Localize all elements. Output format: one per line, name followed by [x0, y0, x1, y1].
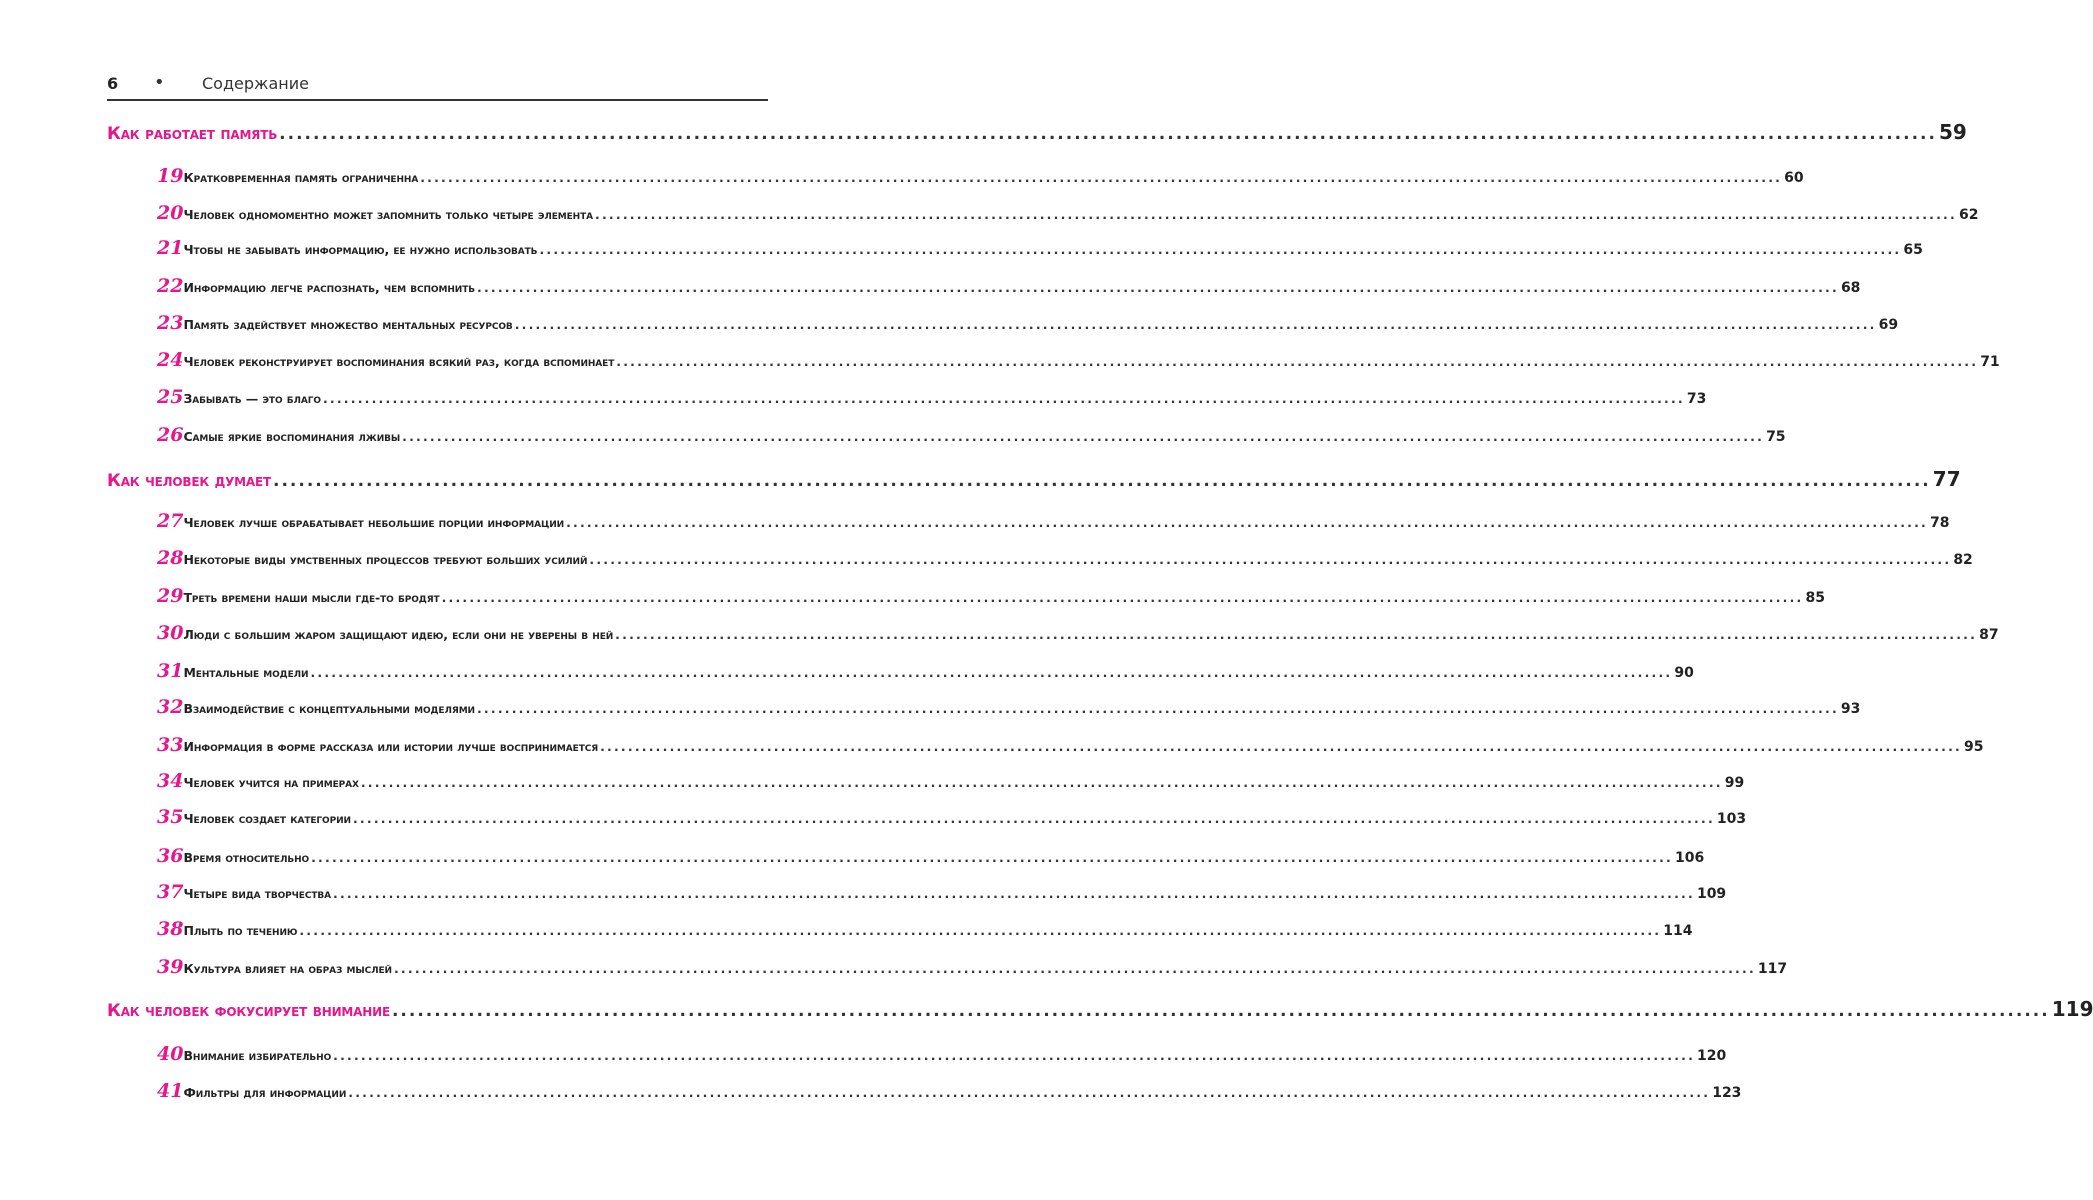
toc-entry-row — [157, 770, 1745, 794]
chapter-page-number: 71 — [1980, 354, 2000, 370]
toc-entry-row — [157, 585, 1825, 609]
dot-leader: .................................................................................................................................................................................................... — [514, 317, 1877, 332]
running-header — [107, 72, 767, 98]
chapter-title: Человек учится на примерах — [183, 775, 359, 790]
toc-entry-row — [157, 386, 1707, 410]
toc-entry-row — [157, 622, 1999, 646]
chapter-title: Люди с большим жаром защищают идею, если они не уверены в ней — [183, 627, 614, 642]
toc-entry-row — [157, 1080, 1742, 1104]
chapter-title: Внимание избирательно — [183, 1048, 332, 1063]
chapter-title: Чтобы не забывать информацию, ее нужно использовать — [183, 242, 538, 257]
toc-entry-row — [157, 349, 2000, 373]
toc-entry-row — [157, 312, 1899, 336]
chapter-page-number: 114 — [1663, 923, 1693, 939]
chapter-page-number: 69 — [1878, 317, 1899, 333]
dot-leader: .................................................................................................................................................................................................... — [322, 391, 1685, 406]
dot-leader: .................................................................................................................................................................................................... — [311, 850, 1674, 865]
chapter-page-number: 65 — [1903, 242, 1923, 258]
toc-entry-row — [157, 202, 1979, 226]
dot-leader: .................................................................................................................................................................................................... — [273, 471, 1931, 491]
dot-leader: .................................................................................................................................................................................................... — [477, 280, 1839, 295]
dot-leader: .................................................................................................................................................................................................... — [402, 429, 1765, 444]
chapter-number: 26 — [157, 424, 184, 446]
chapter-number: 31 — [157, 660, 184, 682]
toc-entry-row — [157, 845, 1705, 869]
chapter-number: 33 — [157, 734, 184, 756]
toc-entry-row — [157, 424, 1786, 448]
chapter-title: Треть времени наши мысли где-то бродят — [183, 590, 440, 605]
chapter-number: 20 — [157, 202, 184, 224]
page-number: 6 — [107, 74, 119, 93]
chapter-page-number: 109 — [1696, 886, 1727, 902]
chapter-number: 40 — [157, 1043, 184, 1065]
toc-entry-row — [157, 1043, 1727, 1067]
chapter-number: 32 — [157, 696, 184, 718]
chapter-number: 39 — [157, 956, 184, 978]
chapter-number: 22 — [157, 275, 184, 297]
toc-entry-row — [157, 956, 1788, 980]
chapter-title: Человек создает категории — [183, 811, 351, 826]
chapter-title: Некоторые виды умственных процессов требуют больших усилий — [183, 552, 588, 567]
chapter-page-number: 95 — [1964, 739, 1984, 755]
chapter-title: Человек лучше обрабатывает небольшие порции информации — [183, 515, 565, 530]
section-page-number: 119 — [2051, 997, 2093, 1021]
chapter-title: Самые яркие воспоминания лживы — [183, 429, 401, 444]
toc-entry-row — [157, 806, 1747, 830]
chapter-number: 30 — [157, 622, 184, 644]
chapter-page-number: 99 — [1724, 775, 1745, 791]
chapter-title: Кратковременная память ограниченна — [183, 170, 419, 185]
chapter-number: 27 — [157, 510, 184, 532]
chapter-number: 25 — [157, 386, 184, 408]
chapter-number: 37 — [157, 881, 184, 903]
chapter-title: Забывать — это благо — [183, 391, 321, 406]
chapter-number: 41 — [157, 1080, 184, 1102]
toc-entry-row — [157, 881, 1727, 905]
section-title: Как человек фокусирует внимание — [107, 1001, 390, 1021]
chapter-page-number: 93 — [1840, 701, 1861, 717]
header-rule — [107, 99, 768, 101]
chapter-page-number: 106 — [1675, 850, 1705, 866]
chapter-page-number: 87 — [1979, 627, 1999, 643]
toc-entry-row — [157, 237, 1923, 261]
header-title: Содержание — [202, 74, 309, 93]
chapter-title: Информацию легче распознать, чем вспомнить — [183, 280, 476, 295]
chapter-title: Фильтры для информации — [183, 1085, 347, 1100]
dot-leader: .................................................................................................................................................................................................... — [441, 590, 1804, 605]
dot-leader: .................................................................................................................................................................................................... — [595, 207, 1957, 222]
chapter-title: Плыть по течению — [183, 923, 298, 938]
header-bullet: • — [154, 72, 165, 93]
chapter-title: Взаимодействие с концептуальными моделями — [183, 701, 475, 716]
dot-leader: .................................................................................................................................................................................................... — [600, 739, 1962, 754]
dot-leader: .................................................................................................................................................................................................... — [589, 552, 1952, 567]
dot-leader: .................................................................................................................................................................................................... — [615, 627, 1978, 642]
toc-entry-row — [157, 660, 1694, 684]
chapter-page-number: 90 — [1674, 665, 1694, 681]
chapter-page-number: 78 — [1930, 515, 1950, 531]
toc-entry-row — [157, 510, 1950, 534]
toc-entry-row — [157, 734, 1984, 758]
section-page-number: 59 — [1938, 120, 1967, 144]
dot-leader: .................................................................................................................................................................................................... — [279, 124, 1937, 144]
toc-section-row — [107, 997, 2093, 1027]
section-title: Как человек думает — [107, 471, 271, 491]
dot-leader: .................................................................................................................................................................................................... — [566, 515, 1928, 530]
chapter-number: 28 — [157, 547, 184, 569]
toc-section-row — [107, 467, 1961, 497]
chapter-number: 38 — [157, 918, 184, 940]
toc-entry-row — [157, 547, 1973, 571]
chapter-number: 19 — [157, 165, 184, 187]
dot-leader: .................................................................................................................................................................................................... — [310, 665, 1673, 680]
chapter-number: 21 — [157, 237, 184, 259]
dot-leader: .................................................................................................................................................................................................... — [393, 961, 1756, 976]
chapter-title: Время относительно — [183, 850, 310, 865]
section-page-number: 77 — [1932, 467, 1961, 491]
chapter-page-number: 117 — [1757, 961, 1788, 977]
chapter-title: Ментальные модели — [183, 665, 309, 680]
chapter-title: Человек реконструирует воспоминания всякий раз, когда вспоминает — [183, 354, 615, 369]
chapter-page-number: 75 — [1766, 429, 1786, 445]
section-title: Как работает память — [107, 124, 278, 144]
chapter-title: Информация в форме рассказа или истории лучше воспринимается — [183, 739, 599, 754]
chapter-page-number: 62 — [1958, 207, 1979, 223]
chapter-page-number: 73 — [1686, 391, 1707, 407]
chapter-number: 24 — [157, 349, 184, 371]
chapter-page-number: 120 — [1697, 1048, 1727, 1064]
chapter-title: Человек одномоментно может запомнить только четыре элемента — [183, 207, 594, 222]
dot-leader: .................................................................................................................................................................................................... — [539, 242, 1902, 257]
chapter-page-number: 85 — [1805, 590, 1825, 606]
dot-leader: .................................................................................................................................................................................................... — [616, 354, 1979, 369]
chapter-title: Культура влияет на образ мыслей — [183, 961, 392, 976]
dot-leader: .................................................................................................................................................................................................... — [352, 811, 1715, 826]
dot-leader: .................................................................................................................................................................................................... — [348, 1085, 1711, 1100]
dot-leader: .................................................................................................................................................................................................... — [420, 170, 1783, 185]
chapter-title: Четыре вида творчества — [183, 886, 332, 901]
chapter-number: 29 — [157, 585, 184, 607]
chapter-number: 34 — [157, 770, 184, 792]
chapter-number: 36 — [157, 845, 184, 867]
chapter-page-number: 82 — [1953, 552, 1973, 568]
toc-entry-row — [157, 696, 1861, 720]
chapter-number: 35 — [157, 806, 184, 828]
dot-leader: .................................................................................................................................................................................................... — [391, 1001, 2050, 1021]
toc-entry-row — [157, 275, 1861, 299]
chapter-page-number: 68 — [1840, 280, 1861, 296]
chapter-title: Память задействует множество ментальных ресурсов — [183, 317, 513, 332]
chapter-page-number: 60 — [1784, 170, 1804, 186]
chapter-page-number: 103 — [1716, 811, 1747, 827]
dot-leader: .................................................................................................................................................................................................... — [333, 886, 1695, 901]
dot-leader: .................................................................................................................................................................................................... — [476, 701, 1839, 716]
dot-leader: .................................................................................................................................................................................................... — [299, 923, 1662, 938]
chapter-number: 23 — [157, 312, 184, 334]
toc-entry-row — [157, 918, 1693, 942]
toc-entry-row — [157, 165, 1804, 189]
dot-leader: .................................................................................................................................................................................................... — [360, 775, 1723, 790]
toc-section-row — [107, 120, 1967, 150]
chapter-page-number: 123 — [1712, 1085, 1742, 1101]
dot-leader: .................................................................................................................................................................................................... — [333, 1048, 1696, 1063]
